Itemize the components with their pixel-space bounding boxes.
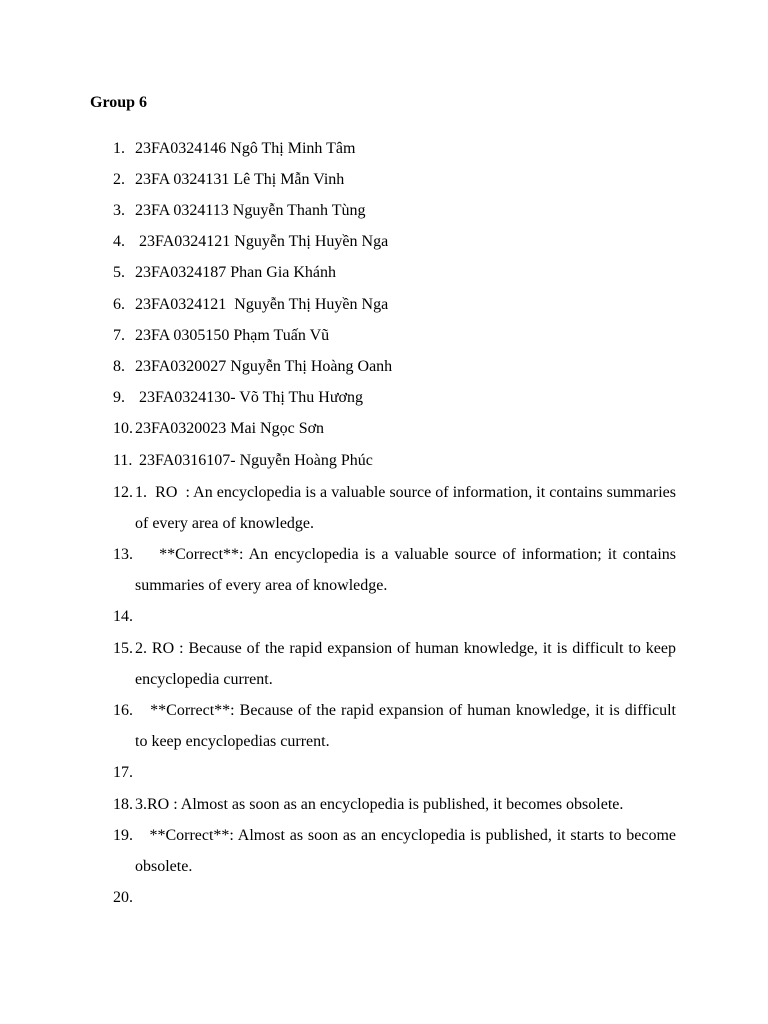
list-item-text: 23FA0324146 Ngô Thị Minh Tâm <box>135 140 356 157</box>
list-item-text: 23FA 0324113 Nguyễn Thanh Tùng <box>135 202 366 219</box>
list-item-text: 23FA0324187 Phan Gia Khánh <box>135 264 337 281</box>
list-item-text: 23FA0324130- Võ Thị Thu Hương <box>135 389 363 406</box>
list-item-number: 18. <box>113 796 133 813</box>
list-item-number: 2. <box>113 171 125 188</box>
list-item-text: **Correct**: An encyclopedia is a valuable source of information; it contains summaries of every area of knowledge. <box>135 546 680 594</box>
list-item-text: **Correct**: Because of the rapid expansion of human knowledge, it is difficult to keep encyclopedias current. <box>135 702 681 750</box>
list-item-number: 14. <box>113 608 133 625</box>
list-item-text: 1. RO : An encyclopedia is a valuable source of information, it contains summaries of every area of knowledge. <box>135 484 680 532</box>
list-item-number: 11. <box>113 452 133 469</box>
list-item-number: 9. <box>113 389 125 406</box>
list-item-text: 3.RO : Almost as soon as an encyclopedia is published, it becomes obsolete. <box>135 796 624 813</box>
list-item-text: **Correct**: Almost as soon as an encyclopedia is published, it starts to become obsolete. <box>135 827 681 875</box>
list-item-text: 23FA0324121 Nguyễn Thị Huyền Nga <box>135 296 389 313</box>
list-item-text: 23FA0320027 Nguyễn Thị Hoàng Oanh <box>135 358 393 375</box>
list-item-number: 1. <box>113 140 125 157</box>
list-item-number: 7. <box>113 327 125 344</box>
list-item-number: 3. <box>113 202 125 219</box>
list-item-number: 15. <box>113 640 133 657</box>
list-item-number: 5. <box>113 264 125 281</box>
list-item-number: 19. <box>113 827 133 844</box>
list-item-text: 23FA0320023 Mai Ngọc Sơn <box>135 420 325 437</box>
list-item-number: 16. <box>113 702 133 719</box>
list-item-text: 23FA 0324131 Lê Thị Mẫn Vinh <box>135 171 345 188</box>
list-item-text: 23FA0324121 Nguyễn Thị Huyền Nga <box>135 233 389 250</box>
list-item-text: 23FA 0305150 Phạm Tuấn Vũ <box>135 327 330 344</box>
list-item-number: 6. <box>113 296 125 313</box>
document-heading: Group 6 <box>90 94 148 111</box>
list-item-text: 2. RO : Because of the rapid expansion of human knowledge, it is difficult to keep encyclopedia current. <box>135 640 680 688</box>
list-item-number: 17. <box>113 764 133 781</box>
list-item-number: 10. <box>113 420 133 437</box>
list-item-number: 20. <box>113 889 133 906</box>
list-item-number: 4. <box>113 233 125 250</box>
list-item-number: 12. <box>113 484 133 501</box>
list-item-number: 13. <box>113 546 133 563</box>
list-item-text: 23FA0316107- Nguyễn Hoàng Phúc <box>135 452 373 469</box>
list-item-number: 8. <box>113 358 125 375</box>
